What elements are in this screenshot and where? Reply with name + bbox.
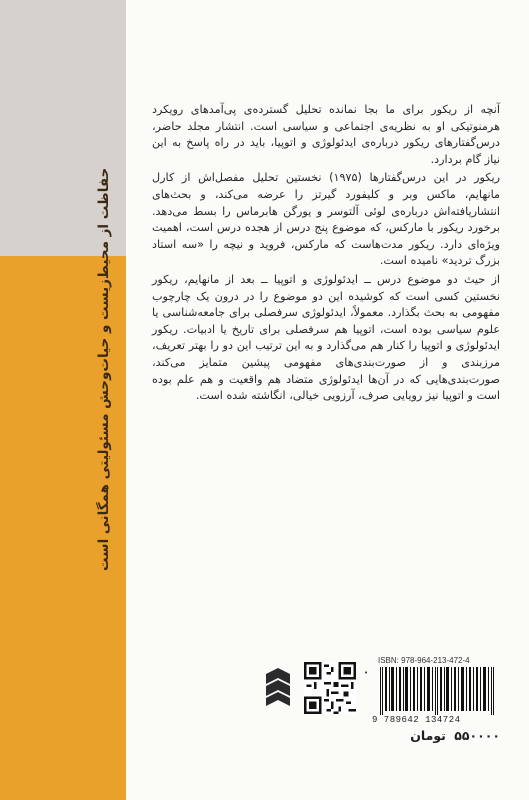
isbn-label: ISBN: 978-964-213-472-4 xyxy=(378,656,470,665)
barcode-number: 9 789642 134724 xyxy=(372,715,461,725)
publisher-logo xyxy=(262,664,294,708)
blurb-paragraph-1: آنچه از ریکور برای ما بجا نمانده تحلیل گسترده‌ی پی‌آمدهای رویکرد هرمنوتیکی او به نظریه‌ی اجتماعی و سیاسی است. انتشار مجلد حاضر، درس‌گفتارهای ریکور درباره‌ی ایدئولوژی و اتوپیا، باید در راه پاسخ به این نیاز گام بردارد. xyxy=(152,103,500,166)
price-value: ۵۵۰۰۰۰ xyxy=(454,728,500,743)
spine-slogan: حفاظت از محیط‌زیست و حیات‌وحش مسئولیتی همگانی است xyxy=(96,168,112,572)
barcode-marker: • xyxy=(364,669,369,677)
blurb-paragraph-2: ریکور در این درس‌گفتارها (۱۹۷۵) نخستین تحلیل مفصل‌اش از کارل مانهایم، ماکس وبر و کلیفورد گیرتز را عرضه می‌کند، و بحث‌های انتشاریافته‌اش درباره‌ی لوئی آلتوسر و یورگن هابرماس را بسط می‌دهد. برخورد ریکور با مارکس، که موضوع پنج درس از هجده درس است، اهمیت ویژه‌ای دارد. ریکور مدت‌هاست که مارکس، فروید و نیچه را «سه استاد بزرگ تردید» نامیده است. xyxy=(152,171,500,268)
back-cover-blurb xyxy=(152,102,500,405)
price-unit: تومان xyxy=(410,728,446,743)
blurb-paragraph-3: از حیث دو موضوع درس ــ ایدئولوژی و اتوپیا ــ بعد از مانهایم، ریکور نخستین کسی است که کوشیده این دو موضوع را در درون یک چارچوب مفهومی به بحث بگذارد. معمولاً، ایدئولوژی سرفصلی برای جامعه‌شناسی یا علوم سیاسی بوده است، اتوپیا هم سرفصلی برای تاریخ یا ادبیات. ریکور ایدئولوژی و اتوپیا را کنار هم می‌گذارد و به این ترتیب این دو را بهتر تعریف، مرزبندی و از صورت‌بندی‌های مفهومی پیشین متمایز می‌کند، صورت‌بندی‌هایی که در آن‌ها ایدئولوژی متضاد هم واقعیت و هم علم بوده است و اتوپیا نیز رویایی صرف، آرزویی خیالی، انگاشته شده است. xyxy=(152,272,500,403)
qr-code xyxy=(304,662,356,714)
price xyxy=(390,728,500,743)
isbn-barcode xyxy=(378,667,498,715)
